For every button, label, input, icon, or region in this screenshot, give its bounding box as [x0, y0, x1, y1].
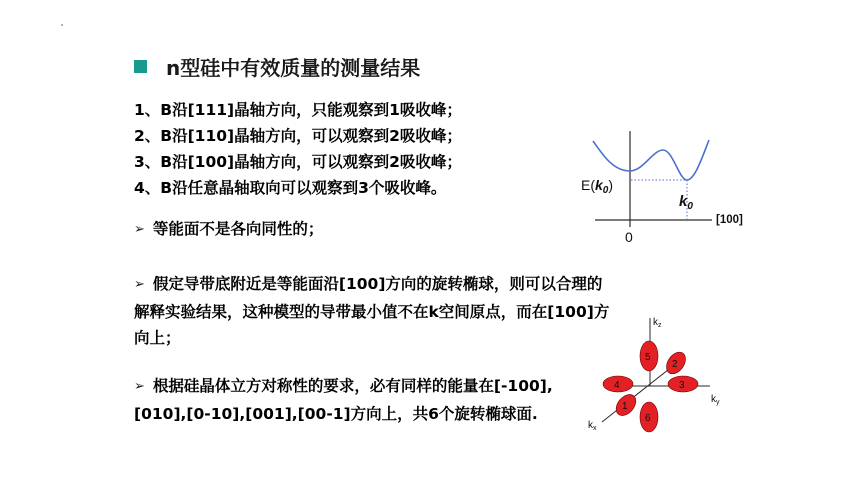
result-item: 3、B沿[100]晶轴方向，可以观察到2吸收峰； — [134, 153, 462, 171]
svg-text:6: 6 — [645, 413, 651, 424]
svg-text:1: 1 — [622, 401, 628, 412]
point-text: 根据硅晶体立方对称性的要求，必有同样的能量在[-100],[010],[0-10],[001],[00-1]方向上，共6个旋转椭球面. — [134, 377, 553, 423]
result-item: 1、B沿[111]晶轴方向，只能观察到1吸收峰； — [134, 101, 462, 119]
ellipsoid-5 — [640, 341, 658, 371]
energy-label: $E(k_0)$ — [581, 177, 614, 196]
svg-text:4: 4 — [614, 380, 620, 391]
svg-text:2: 2 — [672, 359, 678, 370]
kx-label: $k_x$ — [588, 420, 597, 432]
ellipsoid-4 — [603, 376, 633, 392]
point-symmetry — [134, 373, 554, 427]
direction-label: [100] — [716, 214, 743, 226]
arrow-bullet-icon: ➢ — [134, 277, 145, 292]
arrow-bullet-icon: ➢ — [134, 222, 145, 237]
corner-dot — [61, 24, 63, 26]
ellipsoid-2 — [663, 349, 690, 378]
slide-title: n型硅中有效质量的测量结果 — [166, 56, 421, 80]
point-isotropy — [134, 216, 323, 244]
result-item: 4、B沿任意晶轴取向可以观察到3个吸收峰。 — [134, 179, 447, 197]
result-item: 2、B沿[110]晶轴方向，可以观察到2吸收峰； — [134, 127, 462, 145]
square-bullet-icon — [134, 60, 147, 73]
origin-label: 0 — [625, 229, 633, 245]
band-curve — [593, 140, 709, 180]
band-structure-figure — [575, 125, 765, 250]
ky-label: $k_y$ — [711, 394, 720, 406]
point-text: 等能面不是各向同性的； — [152, 220, 324, 238]
point-text: 假定导带底附近是等能面沿[100]方向的旋转椭球，则可以合理的解释实验结果，这种模型的导带最小值不在k空间原点，而在[100]方向上； — [134, 275, 610, 347]
title-row — [134, 52, 420, 81]
point-ellipsoid-model — [134, 271, 614, 351]
svg-text:5: 5 — [645, 352, 651, 363]
ellipsoid-6 — [640, 402, 658, 432]
result-list — [134, 97, 462, 201]
ellipsoid-figure — [580, 310, 740, 440]
kz-label: $k_z$ — [653, 317, 662, 329]
k0-label: $k_0$ — [679, 193, 693, 212]
ellipsoid-3 — [668, 376, 698, 392]
svg-text:3: 3 — [679, 380, 685, 391]
arrow-bullet-icon: ➢ — [134, 379, 145, 394]
